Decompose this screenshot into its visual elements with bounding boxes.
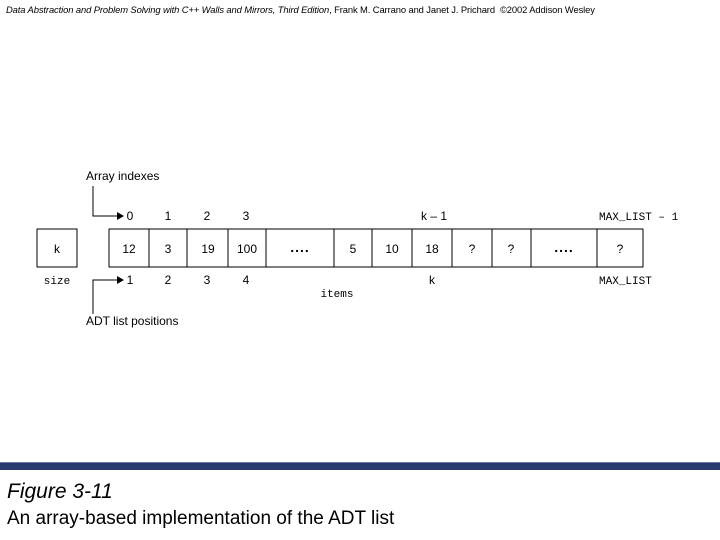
position-label: 2 bbox=[164, 273, 172, 287]
index-label: 0 bbox=[126, 209, 134, 223]
index-label: 3 bbox=[242, 209, 250, 223]
cell-value: ? bbox=[616, 242, 624, 256]
items-label: items bbox=[320, 289, 354, 301]
cell-value: 100 bbox=[236, 242, 258, 256]
cell-value: 10 bbox=[385, 242, 399, 256]
book-title: Data Abstraction and Problem Solving with C++ Walls and Mirrors, Third Edition bbox=[6, 4, 330, 15]
cell-value: 12 bbox=[122, 242, 136, 256]
divider-bar bbox=[0, 462, 720, 470]
cell-value: 19 bbox=[201, 242, 215, 256]
index-label-max: MAX_LIST – 1 bbox=[599, 212, 679, 224]
cell-value: 5 bbox=[349, 242, 357, 256]
figure-title: Figure 3-11 bbox=[7, 480, 113, 503]
cell-ellipsis: .... bbox=[554, 239, 574, 255]
array-indexes-arrowhead bbox=[117, 212, 124, 220]
cell-value: ? bbox=[468, 242, 476, 256]
size-label: size bbox=[43, 276, 71, 288]
authors: , Frank M. Carrano and Janet J. Prichard bbox=[329, 4, 495, 15]
position-label-max: MAX_LIST bbox=[599, 276, 652, 288]
adt-positions-arrowhead bbox=[117, 276, 124, 284]
position-label: 1 bbox=[126, 273, 134, 287]
size-box-value: k bbox=[54, 242, 60, 256]
cell-value: 3 bbox=[164, 242, 172, 256]
position-label: 3 bbox=[203, 273, 211, 287]
figure-caption: An array-based implementation of the ADT list bbox=[7, 508, 395, 529]
copyright: ©2002 Addison Wesley bbox=[499, 4, 595, 15]
array-indexes-label: Array indexes bbox=[86, 169, 160, 183]
index-label: k – 1 bbox=[420, 209, 448, 223]
cell-ellipsis: .... bbox=[290, 239, 310, 255]
index-label: 2 bbox=[203, 209, 211, 223]
items-array bbox=[109, 229, 643, 267]
adt-positions-arrow bbox=[93, 280, 117, 314]
adt-positions-label: ADT list positions bbox=[86, 314, 179, 328]
cell-value: ? bbox=[507, 242, 515, 256]
array-indexes-arrow bbox=[93, 186, 117, 216]
index-label: 1 bbox=[164, 209, 172, 223]
cell-value: 18 bbox=[425, 242, 439, 256]
position-label: k bbox=[429, 273, 435, 287]
position-label: 4 bbox=[242, 273, 250, 287]
